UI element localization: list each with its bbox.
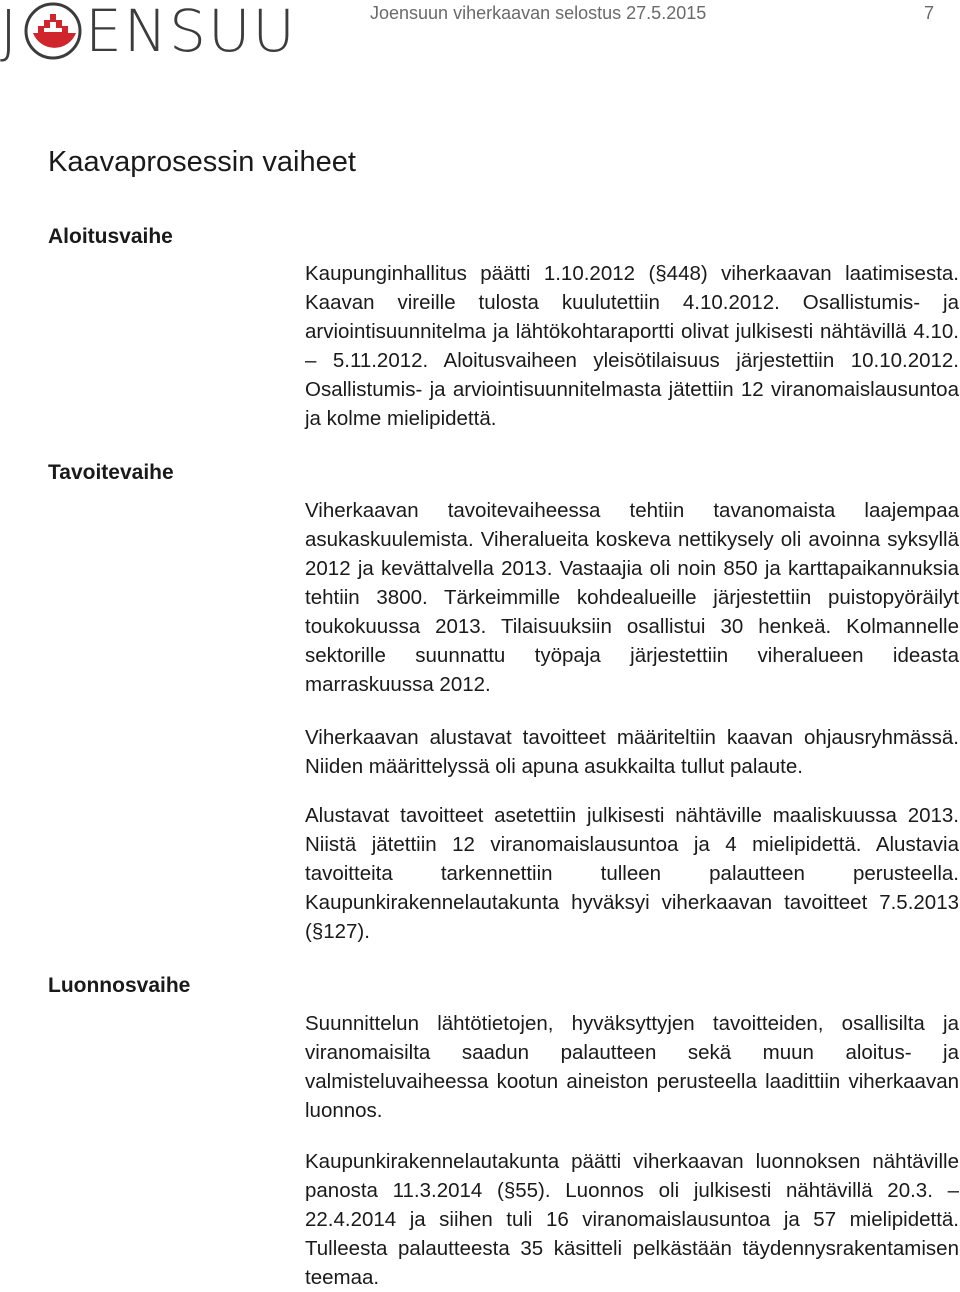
logo-letter-j: J <box>0 0 20 65</box>
logo-letters-ensuu: ENSUU <box>85 0 297 65</box>
section-title: Kaavaprosessin vaiheet <box>48 146 356 178</box>
phase-heading-tavoitevaihe: Tavoitevaihe <box>48 461 174 484</box>
document-title: Joensuun viherkaavan selostus 27.5.2015 <box>370 3 707 23</box>
phase-heading-aloitusvaihe: Aloitusvaihe <box>48 225 173 248</box>
paragraph: Kaupunginhallitus päätti 1.10.2012 (§448) viherkaavan laatimisesta. Kaavan vireille tulosta kuulutettiin 4.10.2012. Osallistumis- ja arviointisuunnitelma ja lähtökohtaraportti olivat julkisesti nähtävillä 4.10. – 5.11.2012. Aloitusvaiheen yleisötilaisuus järjestettiin 10.10.2012. Osallistumis- ja arviointisuunnitelmasta jätettiin 12 viranomaislausuntoa ja kolme mielipidettä. <box>305 262 959 430</box>
page-number: 7 <box>924 3 935 23</box>
paragraph: Suunnittelun lähtötietojen, hyväksyttyjen tavoitteiden, osallisilta ja viranomaisilta saadun palautteen sekä muun aloitus- ja valmisteluvaiheessa kootun aineiston perusteella laadittiin viherkaavan luonnos. <box>305 1012 959 1122</box>
paragraph: Alustavat tavoitteet asetettiin julkisesti nähtäville maaliskuussa 2013. Niistä jätettiin 12 viranomaislausuntoa ja 4 mielipidettä. Alustavia tavoitteita tarkennettiin tulleen palautteen perusteella. Kaupunkirakennelautakunta hyväksyi viherkaavan tavoitteet 7.5.2013 (§127). <box>305 804 959 943</box>
phase-heading-luonnosvaihe: Luonnosvaihe <box>48 974 191 997</box>
joensuu-logo <box>0 0 297 65</box>
paragraph: Kaupunkirakennelautakunta päätti viherkaavan luonnoksen nähtäville panosta 11.3.2014 (§55). Luonnos oli julkisesti nähtävillä 20.3. – 22.4.2014 ja siihen tuli 16 viranomaislausuntoa ja 57 mielipidettä. Tulleesta palautteesta 35 käsitteli pelkästään täydennysrakentamisen teemaa. <box>305 1150 959 1289</box>
paragraph: Viherkaavan tavoitevaiheessa tehtiin tavanomaista laajempaa asukaskuulemista. Viheralueita koskeva nettikysely oli avoinna syksyllä 2012 ja kevättalvella 2013. Vastaajia oli noin 850 ja karttapaikannuksia tehtiin 3800. Tärkeimmille kohdealueille järjestettiin puistopyöräilyt toukokuussa 2013. Tilaisuuksiin osallistui 30 henkeä. Kolmannelle sektorille suunnattu työpaja järjestettiin viheralueen ideasta marraskuussa 2012. <box>305 499 959 696</box>
city-emblem-icon <box>24 2 82 60</box>
paragraph: Viherkaavan alustavat tavoitteet määriteltiin kaavan ohjausryhmässä. Niiden määrittelyssä oli apuna asukkailta tullut palaute. <box>305 726 959 778</box>
